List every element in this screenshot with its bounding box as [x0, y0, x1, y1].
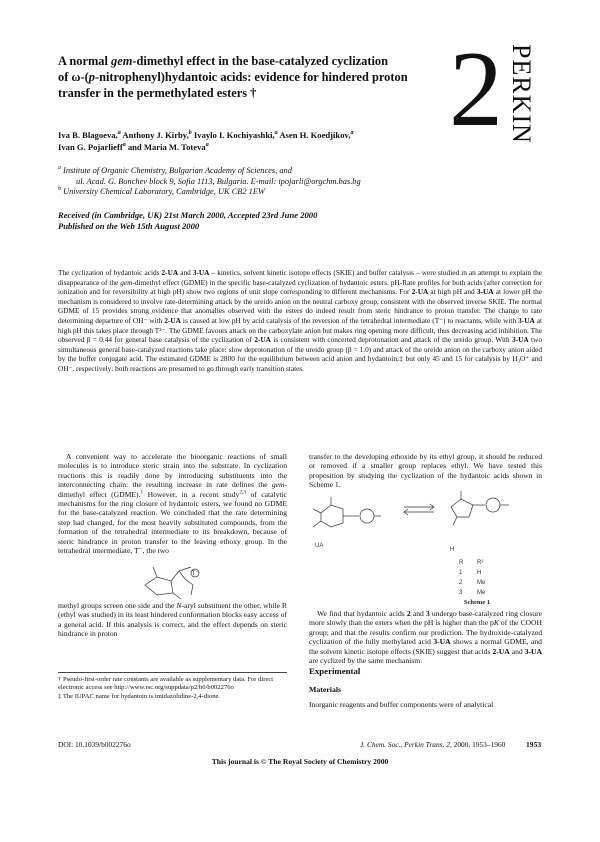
- author-affiliation-mark: b: [188, 130, 192, 137]
- body-left-paragraph-1: A convenient way to accelerate the bioorganic reactions of small molecules is to introduce steric strain into the substrate. In cyclization reactions this is readily done by introducing substituents into the interconnecting chain: the resulting increase in rate defines the gem-dimethyl effect (GDME).$^1$ However, in a recent study$^{2,3}$ of catalytic mechanisms for the ring closure of hydantoic esters, we found no GDME for the base-catalyzed reaction. We concluded that the rate determining step had changed, for the most heavily substituted compounds, from the formation of the tetrahedral intermediate to its breakdown, because of steric hindrance in proton transfer to the leaving ethoxy group. In the tetrahedral intermediate, T⁻, the two: [58, 452, 287, 556]
- scheme-row2-r: 2: [459, 580, 463, 586]
- body-left-paragraph-2: methyl groups screen one side and the N-aryl substituent the other, while R (ethyl was studied) in its least hindered conformation blocks easy access of a general acid. If this analysis is correct, and the effect depends on steric hindrance in proton: [58, 601, 287, 639]
- scheme-caption: Scheme 1: [463, 599, 491, 605]
- author-affiliation-mark: a: [122, 142, 126, 149]
- author-line-1: [58, 129, 528, 141]
- author-affiliation-mark: a: [117, 130, 121, 137]
- scheme-reactant-structure: [313, 497, 381, 527]
- affiliation-b: $^b$ University Chemical Laboratory, Cambridge, UK CB2 1EW: [58, 186, 265, 196]
- footnote-dagger: † Pseudo-first-order rate constants are available as supplementary data. For direct electronic access see http://www.rsc.org/suppdata/p2/b0/b002276o: [58, 676, 274, 692]
- author-name: Anthony J. Kirby,: [120, 130, 189, 140]
- footnote-rule: [58, 672, 287, 673]
- scheme-row3-r: 3: [459, 590, 463, 596]
- author-affiliation-mark: a: [274, 130, 278, 137]
- affiliations: [58, 166, 528, 198]
- affiliation-a: $^a$ Institute of Organic Chemistry, Bulgarian Academy of Sciences, and ul. Acad. G. Bonchev block 9, Sofia 1113, Bulgaria. E-mail: ipojarli@orgchm.bas.bg: [58, 165, 361, 186]
- author-list: [58, 129, 528, 153]
- tetrahedral-intermediate-figure: [135, 563, 230, 605]
- scheme-col-r: R: [459, 560, 464, 566]
- author-name: and Maria M. Toteva: [125, 142, 206, 152]
- abstract: The cyclization of hydantoic acids 2-UA and 3-UA – kinetics, solvent kinetic isotope effects (SKIE) and buffer catalysis – were studied in an attempt to explain the disappearance of the gem-dimethyl effect (GDME) in the specific base-catalyzed cyclization of hydantoic esters. pH-Rate profiles for both acids (after correction for ionization and for reversibility at high pH) show two regions of unit slope corresponding to different mechanisms. For 2-UA at high pH and 3-UA at lower pH the mechanism is considered to involve rate-determining attack by the ureido anion on the neutral carboxy group, consistent with the observed inverse SKIE. The normal GDME of 15 provides strong evidence that anomalies observed with the esters do indeed result from steric hindrance to proton transfer. The change to rate determining departure of OH⁻ with 2-UA is caused at low pH by acid catalysis of the reversion of the tetrahedral intermediate (T⁻) to reactants, while with 3-UA at high pH this takes place through T²⁻. The GDME favours attack on the carboxylate anion but makes ring opening more difficult, thus decreasing acid inhibition. The observed β = 0.44 for general base catalysis of the cyclization of 2-UA is consistent with concerted deprotonation and attack of the ureido group. With 3-UA two simultaneous general base-catalyzed reactions take place: slow deprotonation of the ureido group (β = 1.0) and attack of the ureide anion on the carboxy anion aided by the buffer conjugate acid. The estimated GDME is 2800 for the equilibrium between acid anion and hydantoin,‡ but only 45 and 15 for catalysis by H₃O⁺ and OH⁻, respectively: both reactions are presumed to go through early transition states.: [58, 268, 543, 373]
- author-affiliation-mark: a: [350, 130, 354, 137]
- author-name: Ivan G. Pojarlieff: [58, 142, 123, 152]
- received-dates: Received (in Cambridge, UK) 21st March 2000, Accepted 23rd June 2000 Published on the Web 15th August 2000: [58, 210, 318, 231]
- scheme-h-label: H: [450, 547, 455, 553]
- scheme-col-r2: R²: [477, 560, 484, 566]
- body-right-paragraph-2: We find that hydantoic acids 2 and 3 undergo base-catalyzed ring closure more slowly than the esters when the pH is higher than the pK of the COOH group; and that the results confirm our prediction. The hydroxide-catalyzed cyclization of the fully methylated acid 3-UA shows a normal GDME, and the solvent kinetic isotope effects (SKIE) suggest that acids 2-UA and 3-UA are cyclized by the same mechanism.: [309, 609, 542, 666]
- body-right-paragraph-1: transfer to the developing ethoxide by its ethyl group, it should be reduced or removed if a smaller group replaces ethyl. We have tested this proposition by studying the cyclization of the hydantoic acids shown in Scheme 1.: [309, 452, 542, 490]
- author-affiliation-mark: a: [205, 142, 209, 149]
- scheme-row1-r2: H: [477, 570, 482, 576]
- scheme-1: [309, 485, 542, 605]
- materials-text: Inorganic reagents and buffer components were of analytical: [309, 700, 494, 709]
- journal-citation: J. Chem. Soc., Perkin Trans. 2, 2000, 1953–1960: [360, 740, 506, 749]
- section-heading-experimental: Experimental: [309, 666, 361, 676]
- author-name: Ivaylo I. Kochiyashki,: [191, 130, 275, 140]
- scheme-arrows: [404, 504, 434, 515]
- subsection-heading-materials: Materials: [309, 685, 342, 694]
- author-name: Asen H. Koedjikov,: [277, 130, 351, 140]
- scheme-row3-r2: Me: [477, 590, 486, 596]
- author-name: Iva B. Blagoeva,: [58, 130, 118, 140]
- page-number: 1953: [526, 740, 542, 749]
- author-line-2: [58, 141, 528, 153]
- journal-brand-number: 2: [449, 30, 503, 149]
- scheme-row1-r: 1: [459, 570, 463, 576]
- scheme-product-structure: [451, 491, 509, 525]
- scheme-row2-r2: Me: [477, 580, 486, 586]
- t-minus-label: T⁻: [191, 571, 199, 577]
- footnote-double-dagger: ‡ The IUPAC name for hydantoin is imidazolidine-2,4-dione.: [58, 692, 221, 700]
- journal-brand-word: PERKIN: [507, 44, 536, 144]
- scheme-ua-label: UA: [315, 543, 324, 549]
- footnotes: [58, 676, 287, 701]
- article-title: A normal gem-dimethyl effect in the base-catalyzed cyclization of ω-(p-nitrophenyl)hydantoic acids: evidence for hindered proton transfer in the permethylated esters †: [58, 54, 408, 100]
- doi: DOI: 10.1039/b002276o: [58, 740, 131, 749]
- copyright-notice: This journal is © The Royal Society of Chemistry 2000: [211, 757, 389, 766]
